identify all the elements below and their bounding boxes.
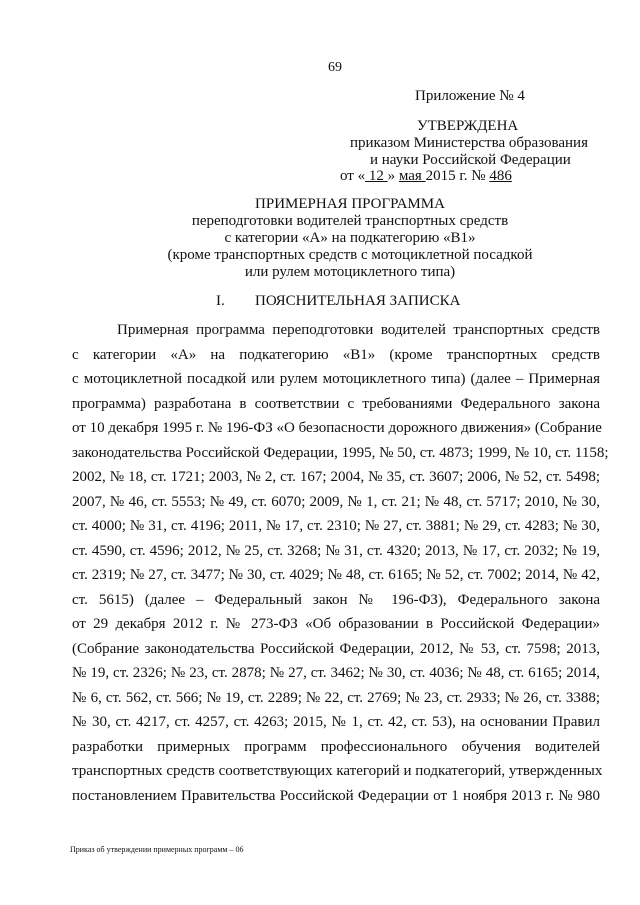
approval-date-line bbox=[340, 168, 512, 185]
date-mid: » bbox=[387, 168, 399, 184]
body-line: ст. 4590, ст. 4596; 2012, № 25, ст. 3268; № 31, ст. 4320; 2013, № 17, ст. 2032; № 19, bbox=[72, 542, 600, 559]
body-text bbox=[72, 318, 609, 808]
body-line: от 29 декабря 2012 г. № 273-ФЗ «Об образовании в Российской Федерации» bbox=[72, 616, 600, 632]
body-line: от 10 декабря 1995 г. № 196-ФЗ «О безопасности дорожного движения» (Собрание bbox=[72, 420, 602, 436]
body-line: № 30, ст. 4217, ст. 4257, ст. 4263; 2015, № 1, ст. 42, ст. 53), на основании Правил bbox=[72, 714, 600, 730]
body-line: 2002, № 18, ст. 1721; 2003, № 2, ст. 167; 2004, № 35, ст. 3607; 2006, № 52, ст. 5498; bbox=[72, 469, 600, 485]
appendix-label: Приложение № 4 bbox=[415, 88, 525, 104]
body-line: ст. 4000; № 31, ст. 4196; 2011, № 17, ст. 2310; № 27, ст. 3881; № 29, ст. 4283; № 30, bbox=[72, 518, 600, 534]
program-title-line: ПРИМЕРНАЯ ПРОГРАММА bbox=[255, 196, 445, 212]
body-line: постановлением Правительства Российской Федерации от 1 ноября 2013 г. № 980 bbox=[72, 787, 600, 804]
section-title: ПОЯСНИТЕЛЬНАЯ ЗАПИСКА bbox=[255, 293, 461, 309]
approval-ministry-line: и науки Российской Федерации bbox=[370, 152, 571, 168]
program-title bbox=[150, 196, 550, 281]
order-number: 486 bbox=[489, 168, 512, 184]
body-line: ст. 2319; № 27, ст. 3477; № 30, ст. 4029; № 48, ст. 6165; № 52, ст. 7002; 2014, № 42, bbox=[72, 567, 600, 583]
body-line: № 6, ст. 562, ст. 566; № 19, ст. 2289; № 22, ст. 2769; № 23, ст. 2933; № 26, ст. 3388; bbox=[72, 689, 600, 706]
body-line: № 19, ст. 2326; № 23, ст. 2878; № 27, ст. 3462; № 30, ст. 4036; № 48, ст. 6165; 2014, bbox=[72, 665, 600, 681]
body-line: 2007, № 46, ст. 5553; № 49, ст. 6070; 2009, № 1, ст. 21; № 48, ст. 5717; 2010, № 30, bbox=[72, 493, 600, 510]
program-title-line: (кроме транспортных средств с мотоциклетной посадкой bbox=[167, 247, 533, 263]
program-title-line: с категории «А» на подкатегорию «В1» bbox=[224, 230, 476, 246]
body-line: с мотоциклетной посадкой или рулем мотоциклетного типа) (далее – Примерная bbox=[72, 371, 600, 387]
body-line: разработки примерных программ профессионального обучения водителей bbox=[72, 738, 600, 755]
date-year: 2015 г. № bbox=[425, 168, 490, 184]
date-day: 12 bbox=[365, 168, 388, 184]
date-prefix: от « bbox=[340, 168, 366, 184]
program-title-line: или рулем мотоциклетного типа) bbox=[244, 264, 456, 280]
date-month: мая bbox=[398, 168, 426, 184]
body-line: транспортных средств соответствующих категорий и подкатегорий, утвержденных bbox=[72, 763, 603, 779]
document-footer: Приказ об утверждении примерных программ – 06 bbox=[70, 845, 244, 854]
approved-heading: УТВЕРЖДЕНА bbox=[417, 118, 519, 134]
body-line: (Собрание законодательства Российской Федерации, 2012, № 53, ст. 7598; 2013, bbox=[72, 640, 600, 657]
body-line: Примерная программа переподготовки водителей транспортных средств bbox=[117, 322, 600, 338]
program-title-line: переподготовки водителей транспортных средств bbox=[191, 213, 509, 229]
body-line: ст. 5615) (далее – Федеральный закон № 196-ФЗ), Федерального закона bbox=[72, 591, 600, 608]
body-line: с категории «А» на подкатегорию «В1» (кроме транспортных средств bbox=[72, 346, 600, 363]
approval-order-line: приказом Министерства образования bbox=[350, 135, 588, 151]
body-line: законодательства Российской Федерации, 1995, № 50, ст. 4873; 1999, № 10, ст. 1158; bbox=[72, 444, 609, 461]
page-number: 69 bbox=[328, 60, 342, 75]
body-line: программа) разработана в соответствии с требованиями Федерального закона bbox=[72, 395, 600, 412]
section-number: I. bbox=[216, 293, 225, 309]
